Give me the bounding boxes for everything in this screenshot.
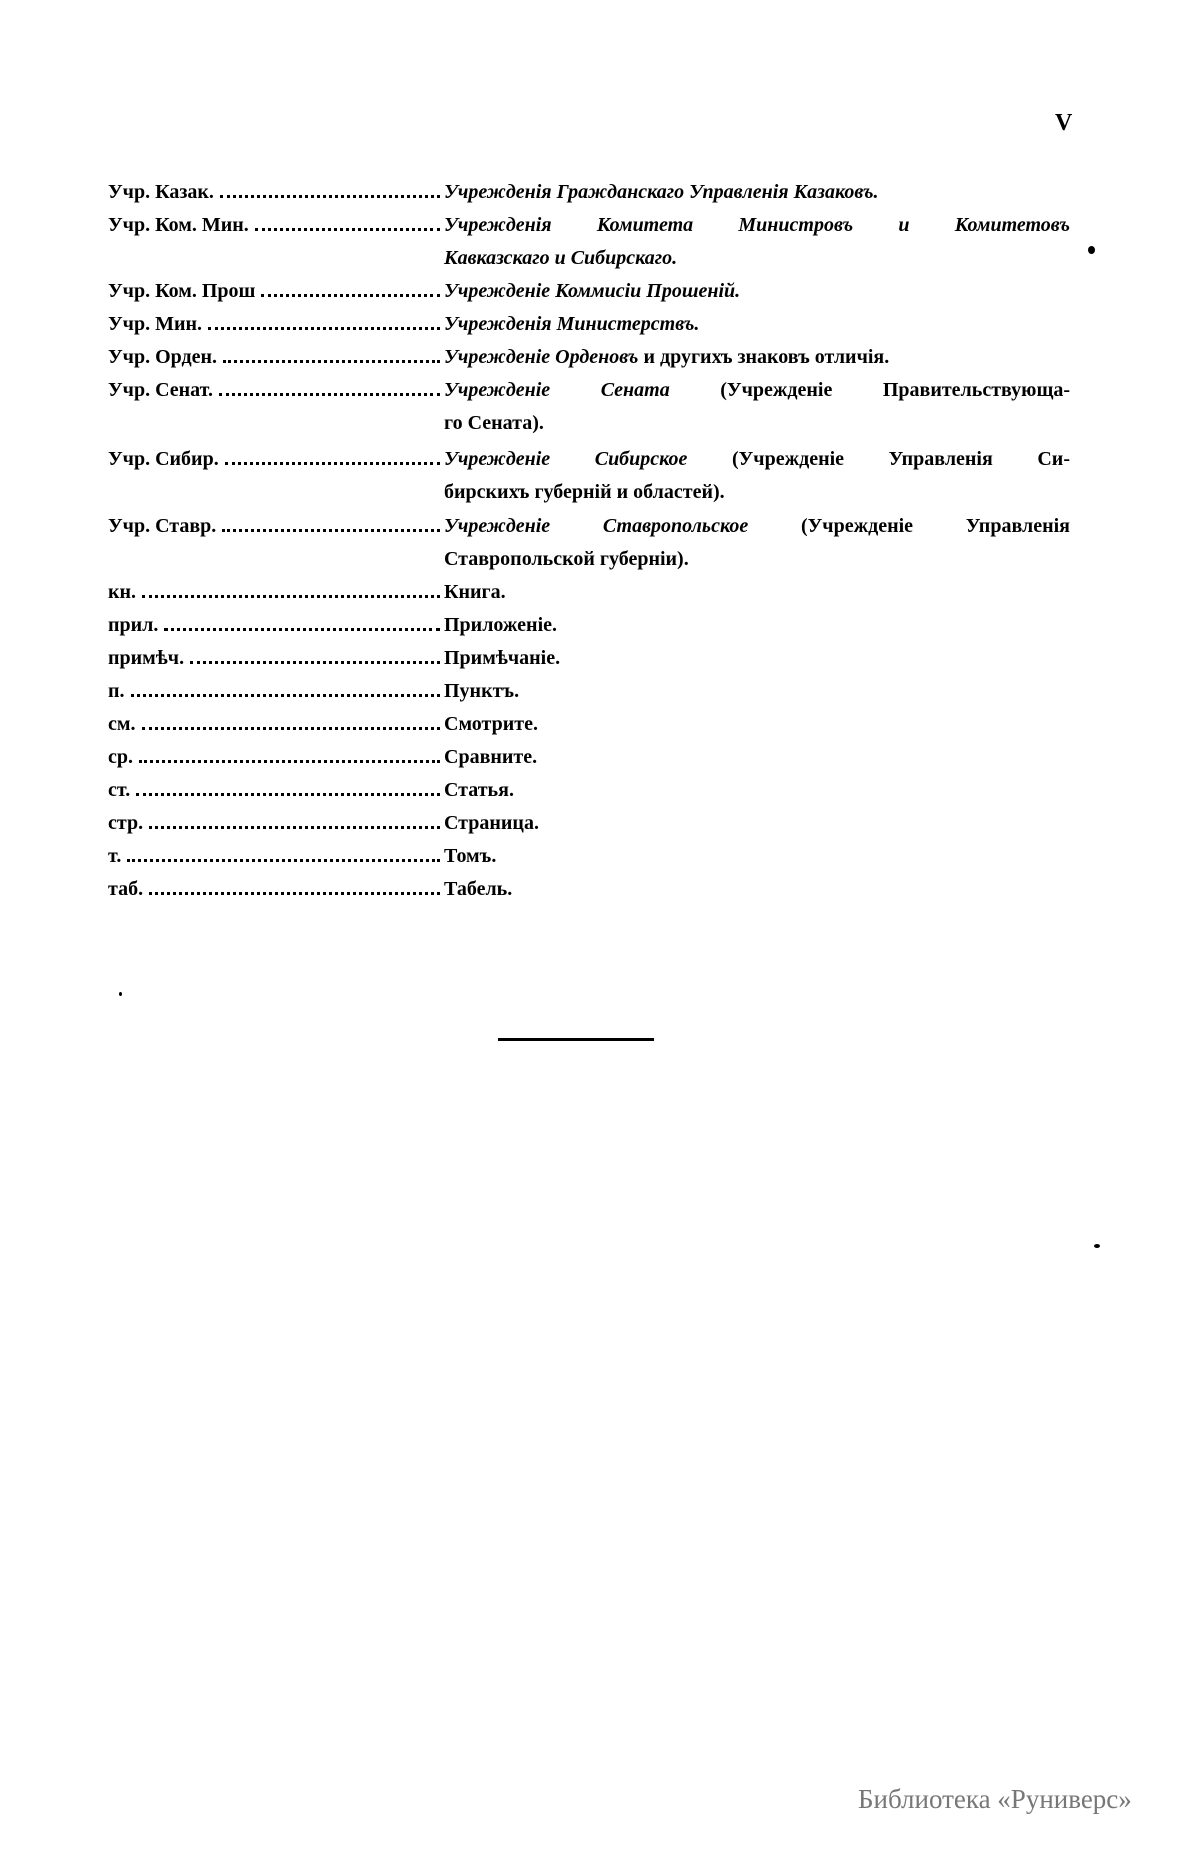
expansion-plain: Страница.	[444, 812, 539, 834]
page-number: V	[1055, 110, 1073, 136]
dot-leader	[255, 228, 440, 231]
expansion-italic: Учрежденіе Коммисіи Прошеній.	[444, 280, 741, 302]
dot-leader	[149, 892, 440, 895]
dot-leader	[131, 694, 440, 697]
expansion	[444, 308, 1070, 340]
print-speck	[1088, 246, 1095, 254]
expansion-continuation	[444, 476, 725, 508]
expansion-plain: Приложеніе.	[444, 614, 557, 636]
expansion-plain: Пунктъ.	[444, 680, 520, 702]
dot-leader	[149, 826, 440, 829]
abbreviation-entry	[108, 510, 1070, 542]
dot-leader	[223, 360, 440, 363]
abbreviation-leader	[108, 873, 444, 905]
expansion-plain: (Учрежденіе Правительствующа-	[669, 379, 1070, 401]
dot-leader	[208, 327, 440, 330]
dot-leader	[261, 294, 440, 297]
dot-leader	[222, 529, 440, 532]
expansion-plain: (Учрежденіе Управленія	[748, 515, 1070, 537]
expansion	[444, 642, 1070, 674]
abbreviation: т.	[108, 845, 122, 867]
abbreviation-leader	[108, 675, 444, 707]
expansion-plain: Томъ.	[444, 845, 497, 867]
abbreviation-entry	[108, 642, 1070, 674]
abbreviation-leader	[108, 374, 444, 406]
expansion-continuation	[444, 543, 689, 575]
abbreviation-leader	[108, 209, 444, 241]
expansion-plain: Книга.	[444, 581, 506, 603]
abbreviation: прил.	[108, 614, 159, 636]
expansion	[444, 675, 1070, 707]
abbreviation-entry	[108, 209, 1070, 241]
dot-leader	[219, 393, 440, 396]
dot-leader	[139, 760, 440, 763]
expansion	[444, 708, 1070, 740]
expansion-italic: Учрежденія Гражданскаго Управленія Казаковъ.	[444, 181, 879, 203]
abbreviation: Учр. Ком. Прош	[108, 280, 256, 302]
print-speck	[1094, 1244, 1100, 1248]
abbreviation: Учр. Мин.	[108, 313, 203, 335]
dot-leader	[142, 595, 440, 598]
abbreviation-leader	[108, 708, 444, 740]
expansion-plain: Примѣчаніе.	[444, 647, 561, 669]
expansion-italic: Учрежденіе Ставропольское	[444, 515, 749, 537]
expansion	[444, 275, 1070, 307]
abbreviation-entry	[108, 576, 1070, 608]
expansion-plain: Смотрите.	[444, 713, 538, 735]
abbreviation: п.	[108, 680, 125, 702]
abbreviation-entry	[108, 443, 1070, 475]
expansion-plain: Табель.	[444, 878, 513, 900]
expansion	[444, 176, 1070, 208]
dot-leader	[225, 462, 440, 465]
abbreviation-entry	[108, 708, 1070, 740]
print-speck	[119, 992, 122, 996]
expansion-plain: Статья.	[444, 779, 514, 801]
abbreviation-entry	[108, 873, 1070, 905]
expansion	[444, 510, 1070, 542]
abbreviation-entry	[108, 840, 1070, 872]
abbreviation: Учр. Казак.	[108, 181, 214, 203]
abbreviation: таб.	[108, 878, 144, 900]
abbreviation-entry	[108, 341, 1070, 373]
expansion	[444, 609, 1070, 641]
abbreviation-entry	[108, 741, 1070, 773]
abbreviation-leader	[108, 840, 444, 872]
expansion-italic: Учрежденіе Сибирское	[444, 448, 688, 470]
abbreviation: Учр. Орден.	[108, 346, 218, 368]
abbreviation-leader	[108, 774, 444, 806]
expansion	[444, 840, 1070, 872]
abbreviation: Учр. Ком. Мин.	[108, 214, 249, 236]
abbreviation-entry	[108, 176, 1070, 208]
expansion	[444, 774, 1070, 806]
abbreviation-leader	[108, 443, 444, 475]
dot-leader	[190, 661, 440, 664]
abbreviation: стр.	[108, 812, 144, 834]
expansion-italic: Учрежденія Комитета Министровъ и Комитетовъ	[444, 214, 1070, 236]
expansion-italic: Учрежденіе Орденовъ	[444, 346, 639, 368]
abbreviation-entry	[108, 774, 1070, 806]
abbreviation: ср.	[108, 746, 133, 768]
expansion	[444, 341, 1070, 373]
expansion	[444, 209, 1070, 241]
abbreviation-entry	[108, 374, 1070, 406]
expansion	[444, 873, 1070, 905]
abbreviation-entry	[108, 609, 1070, 641]
abbreviation-leader	[108, 609, 444, 641]
abbreviation-leader	[108, 807, 444, 839]
dot-leader	[142, 727, 441, 730]
abbreviation: Учр. Сенат.	[108, 379, 213, 401]
abbreviation-entry	[108, 675, 1070, 707]
abbreviation: Учр. Ставр.	[108, 515, 217, 537]
abbreviation: ст.	[108, 779, 131, 801]
expansion-plain: и другихъ знаковъ отличія.	[638, 346, 890, 368]
dot-leader	[127, 859, 440, 862]
expansion	[444, 443, 1070, 475]
abbreviation-leader	[108, 176, 444, 208]
abbreviation: см.	[108, 713, 136, 735]
continuation-italic: Кавказскаго и Сибирскаго.	[444, 247, 678, 269]
dot-leader	[164, 628, 440, 631]
abbreviation-leader	[108, 308, 444, 340]
dot-leader	[220, 195, 440, 198]
abbreviation-leader	[108, 576, 444, 608]
continuation-plain: го Сената).	[444, 412, 544, 434]
abbreviation-leader	[108, 341, 444, 373]
expansion-italic: Учрежденія Министерствъ.	[444, 313, 700, 335]
expansion-plain: (Учрежденіе Управленія Си-	[687, 448, 1070, 470]
expansion-continuation	[444, 242, 677, 274]
library-watermark: Библиотека «Руниверс»	[858, 1784, 1132, 1814]
dot-leader	[136, 793, 440, 796]
abbreviation: Учр. Сибир.	[108, 448, 219, 470]
expansion	[444, 374, 1070, 406]
abbreviation-entry	[108, 275, 1070, 307]
expansion-continuation	[444, 407, 544, 439]
abbreviation-leader	[108, 642, 444, 674]
continuation-plain: бирскихъ губерній и областей).	[444, 481, 725, 503]
abbreviation-leader	[108, 741, 444, 773]
abbreviation: кн.	[108, 581, 137, 603]
abbreviation-entry	[108, 807, 1070, 839]
expansion	[444, 576, 1070, 608]
abbreviation-leader	[108, 510, 444, 542]
abbreviation: примѣч.	[108, 647, 185, 669]
expansion-plain: Сравните.	[444, 746, 538, 768]
expansion	[444, 741, 1070, 773]
expansion-italic: Учрежденіе Сената	[444, 379, 670, 401]
abbreviation-leader	[108, 275, 444, 307]
abbreviation-entry	[108, 308, 1070, 340]
continuation-plain: Ставропольской губерніи).	[444, 548, 689, 570]
expansion	[444, 807, 1070, 839]
closing-rule	[498, 1038, 654, 1041]
